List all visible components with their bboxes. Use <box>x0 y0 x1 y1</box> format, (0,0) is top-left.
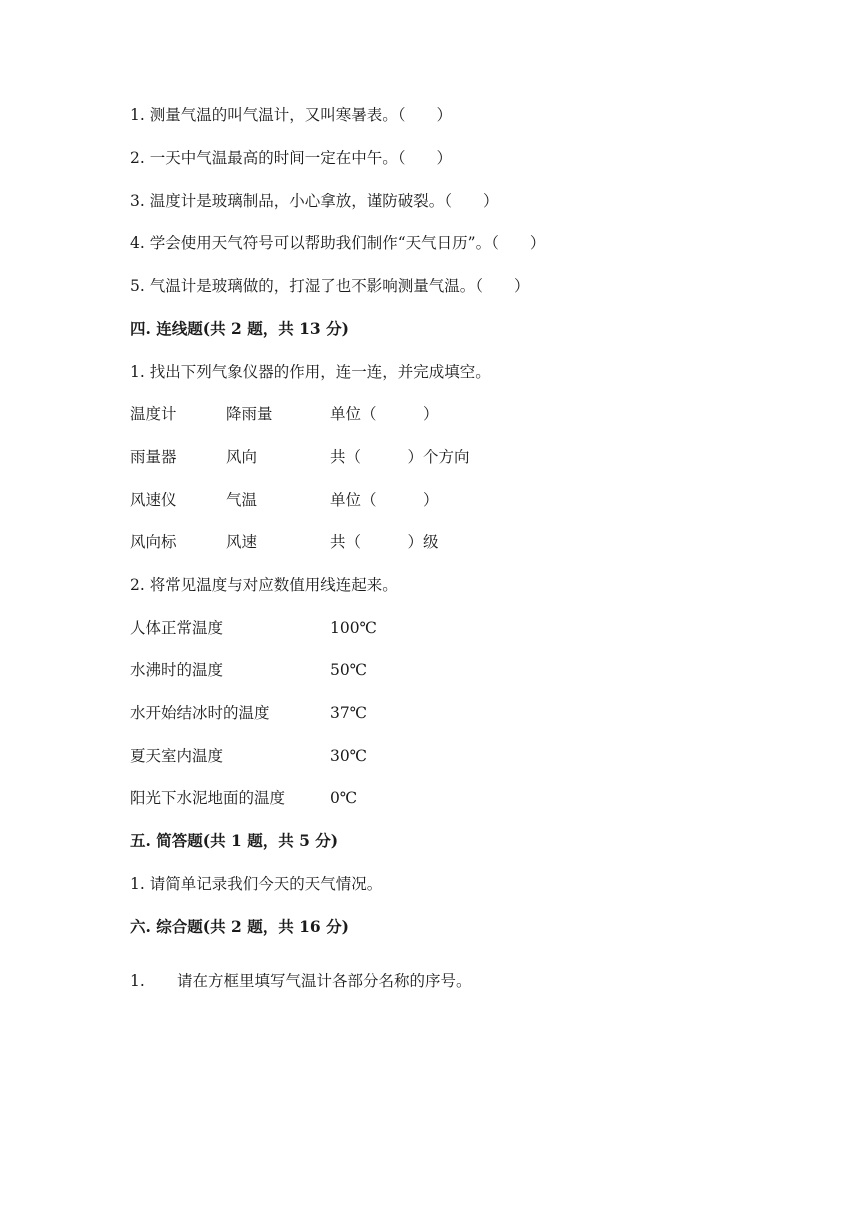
temperature-value: 100℃ <box>330 619 377 637</box>
temperature-item: 夏天室内温度 <box>130 747 224 765</box>
temperature-item: 水开始结冰时的温度 <box>130 704 270 722</box>
temperature-item: 阳光下水泥地面的温度 <box>130 789 286 807</box>
comprehensive-question-1-text: 请在方框里填写气温计各部分名称的序号。 <box>177 972 472 990</box>
temperature-value: 30℃ <box>330 747 368 765</box>
judgement-question-4: 4. 学会使用天气符号可以帮助我们制作“天气日历”。（ ） <box>130 234 546 252</box>
instrument-function: 降雨量 <box>226 405 273 423</box>
temperature-item: 水沸时的温度 <box>130 661 224 679</box>
instrument-name: 风向标 <box>130 533 177 551</box>
temperature-value: 0℃ <box>330 789 358 807</box>
matching-question-1-prompt: 1. 找出下列气象仪器的作用，连一连，并完成填空。 <box>130 363 491 381</box>
temperature-value: 37℃ <box>330 704 368 722</box>
section-5-heading: 五. 简答题(共 1 题，共 5 分) <box>130 831 339 850</box>
comprehensive-question-1-number: 1. <box>130 972 145 990</box>
judgement-question-3: 3. 温度计是玻璃制品，小心拿放，谨防破裂。（ ） <box>130 192 499 210</box>
instrument-function: 风向 <box>226 448 258 466</box>
judgement-question-5: 5. 气温计是玻璃做的，打湿了也不影响测量气温。（ ） <box>130 277 530 295</box>
section-4-heading: 四. 连线题(共 2 题，共 13 分) <box>130 319 349 338</box>
instrument-function: 气温 <box>226 491 258 509</box>
section-6-heading: 六. 综合题(共 2 题，共 16 分) <box>130 917 349 936</box>
temperature-item: 人体正常温度 <box>130 619 224 637</box>
instrument-name: 风速仪 <box>130 491 177 509</box>
instrument-function: 风速 <box>226 533 258 551</box>
instrument-name: 温度计 <box>130 405 177 423</box>
fill-blank: 单位（ ） <box>330 405 439 423</box>
judgement-question-2: 2. 一天中气温最高的时间一定在中午。（ ） <box>130 149 452 167</box>
temperature-value: 50℃ <box>330 661 368 679</box>
fill-blank: 单位（ ） <box>330 491 439 509</box>
short-answer-question-1: 1. 请简单记录我们今天的天气情况。 <box>130 875 383 893</box>
fill-blank: 共（ ）个方向 <box>330 448 470 466</box>
fill-blank: 共（ ）级 <box>330 533 439 551</box>
judgement-question-1: 1. 测量气温的叫气温计，又叫寒暑表。（ ） <box>130 106 452 124</box>
instrument-name: 雨量器 <box>130 448 177 466</box>
matching-question-2-prompt: 2. 将常见温度与对应数值用线连起来。 <box>130 576 398 594</box>
